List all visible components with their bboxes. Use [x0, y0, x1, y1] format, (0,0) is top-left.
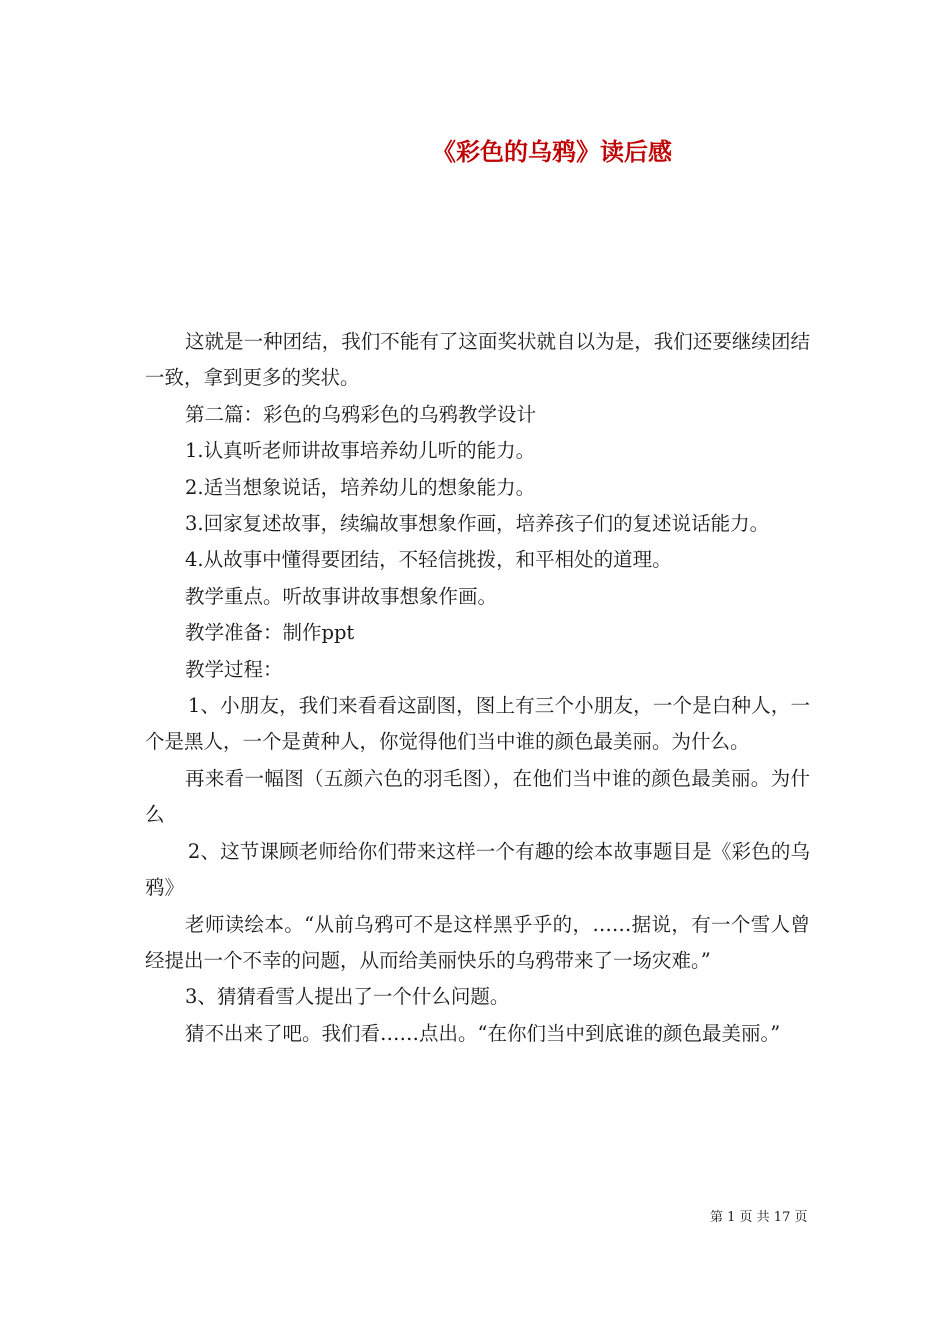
- paragraph-15: 猜不出来了吧。我们看……点出。“在你们当中到底谁的颜色最美丽。”: [184, 1021, 781, 1045]
- paragraph-9: 教学过程：: [184, 657, 283, 681]
- paragraph-6: 4.从故事中懂得要团结，不轻信挑拨，和平相处的道理。: [184, 548, 672, 572]
- paragraph-12: 2、这节课顾老师给你们带来这样一个有趣的绘本故事题目是《彩色的乌鸦》: [145, 839, 810, 900]
- paragraph-4: 2.适当想象说话，培养幼儿的想象能力。: [184, 475, 536, 499]
- document-body: [145, 324, 810, 1052]
- paragraph-10: 1、小朋友，我们来看看这副图，图上有三个小朋友，一个是白种人，一个是黑人，一个是黄种人，你觉得他们当中谁的颜色最美丽。为什么。: [145, 694, 810, 754]
- paragraph-11: 再来看一幅图（五颜六色的羽毛图），在他们当中谁的颜色最美丽。为什么: [145, 766, 810, 827]
- paragraph-3: 1.认真听老师讲故事培养幼儿听的能力。: [184, 439, 536, 463]
- page-number-footer: 第 1 页 共 17 页: [710, 1210, 808, 1225]
- paragraph-8: 教学准备：制作ppt: [184, 621, 355, 645]
- paragraph-2: 第二篇：彩色的乌鸦彩色的乌鸦教学设计: [184, 402, 536, 426]
- paragraph-5: 3.回家复述故事，续编故事想象作画，培养孩子们的复述说话能力。: [184, 512, 770, 536]
- paragraph-7: 教学重点。听故事讲故事想象作画。: [184, 584, 497, 608]
- paragraph-1: 这就是一种团结，我们不能有了这面奖状就自以为是，我们还要继续团结一致，拿到更多的奖状。: [145, 330, 810, 390]
- paragraph-14: 3、猜猜看雪人提出了一个什么问题。: [184, 985, 510, 1009]
- document-title: 《彩色的乌鸦》读后感: [432, 137, 672, 166]
- paragraph-13: 老师读绘本。“从前乌鸦可不是这样黑乎乎的，……据说，有一个雪人曾经提出一个不幸的问题，从而给美丽快乐的乌鸦带来了一场灾难。”: [145, 912, 810, 972]
